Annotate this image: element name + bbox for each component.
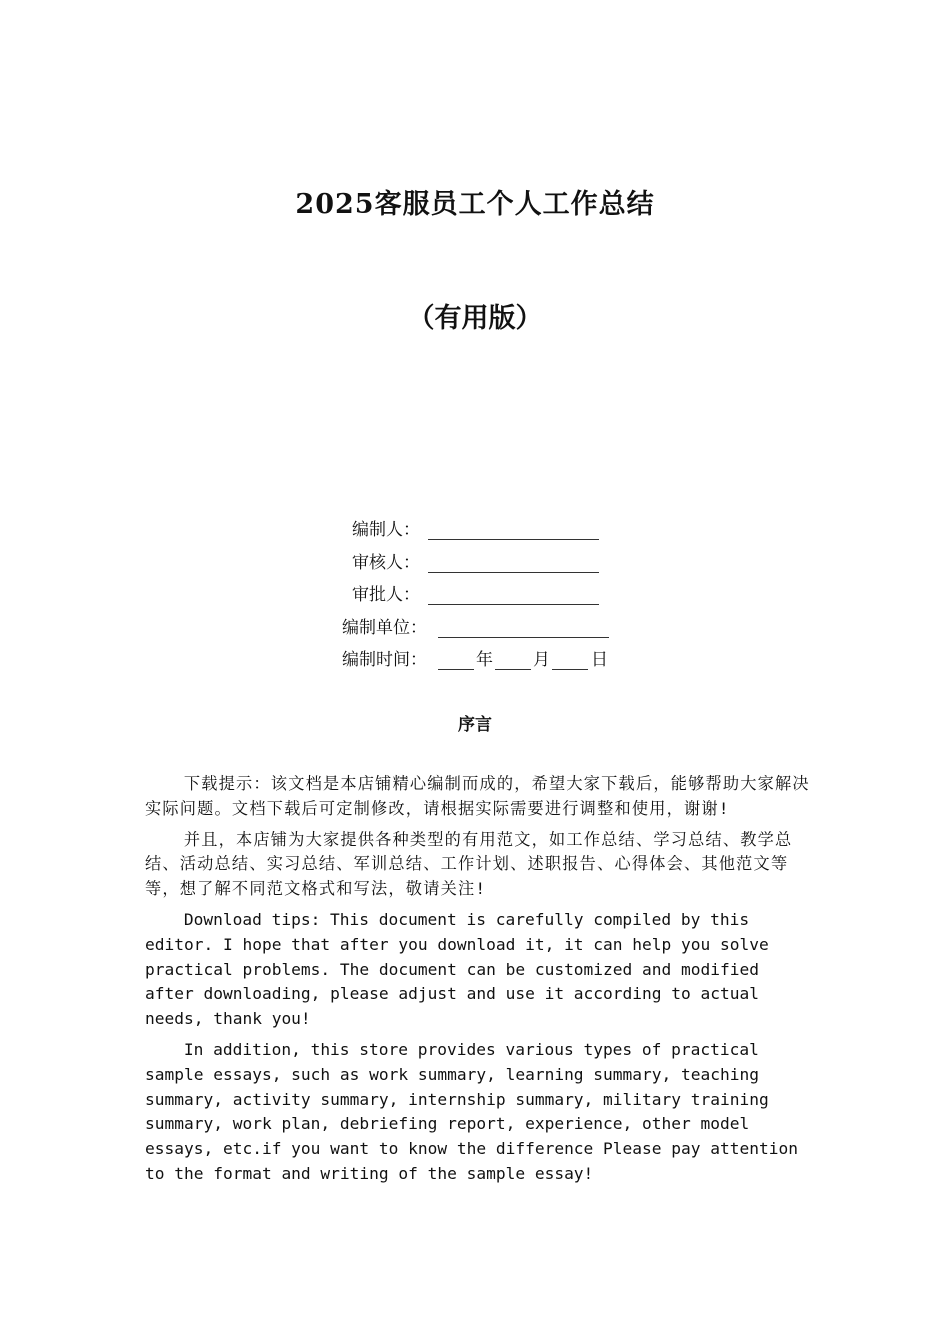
preface-paragraph: Download tips: This document is carefully compiled by this editor. I hope that after you download it, it can help you solve practical problems. The document can be customized and modified after downloading, please adjust and use it according to actual needs, thank you! [145,909,769,1029]
meta-row-time [0,644,950,677]
meta-row-unit [0,612,950,645]
meta-row-approver [0,579,950,612]
editor-blank-line [428,539,599,540]
unit-blank-line [438,637,609,638]
preface-title: 序言 [458,715,492,735]
meta-row-reviewer [0,547,950,580]
approver-label: 审批人： [352,585,420,605]
year-blank-line [438,669,474,670]
document-subtitle: （有用版） [407,303,543,334]
editor-label: 编制人： [352,520,420,540]
approver-blank-line [428,604,599,605]
time-label: 编制时间： [342,650,427,670]
year-text: 年 [476,650,493,670]
document-title: 2025客服员工个人工作总结 [295,189,655,220]
day-blank-line [552,669,588,670]
month-blank-line [495,669,531,670]
reviewer-label: 审核人： [352,552,420,573]
day-text: 日 [591,650,608,670]
unit-label: 编制单位： [342,617,427,638]
preface-paragraph: In addition, this store provides various types of practical sample essays, such as work summary, learning summary, teaching summary, activity summary, internship summary, military training summary, work plan, debriefing report, experience, other model essays, etc.if you want to know the difference Please pay attention to the format and writing of the sample essay! [145,1039,798,1183]
preface-paragraph: 下载提示：该文档是本店铺精心编制而成的，希望大家下载后，能够帮助大家解决实际问题。文档下载后可定制修改，请根据实际需要进行调整和使用，谢谢! [145,774,810,818]
meta-row-editor [0,514,950,547]
preface-paragraph: 并且，本店铺为大家提供各种类型的有用范文，如工作总结、学习总结、教学总结、活动总结、实习总结、军训总结、工作计划、述职报告、心得体会、其他范文等等，想了解不同范文格式和写法，敬请关注! [145,829,793,899]
month-text: 月 [533,650,550,670]
document-meta-block [0,514,950,677]
reviewer-blank-line [428,572,599,573]
preface-body [145,772,810,1193]
